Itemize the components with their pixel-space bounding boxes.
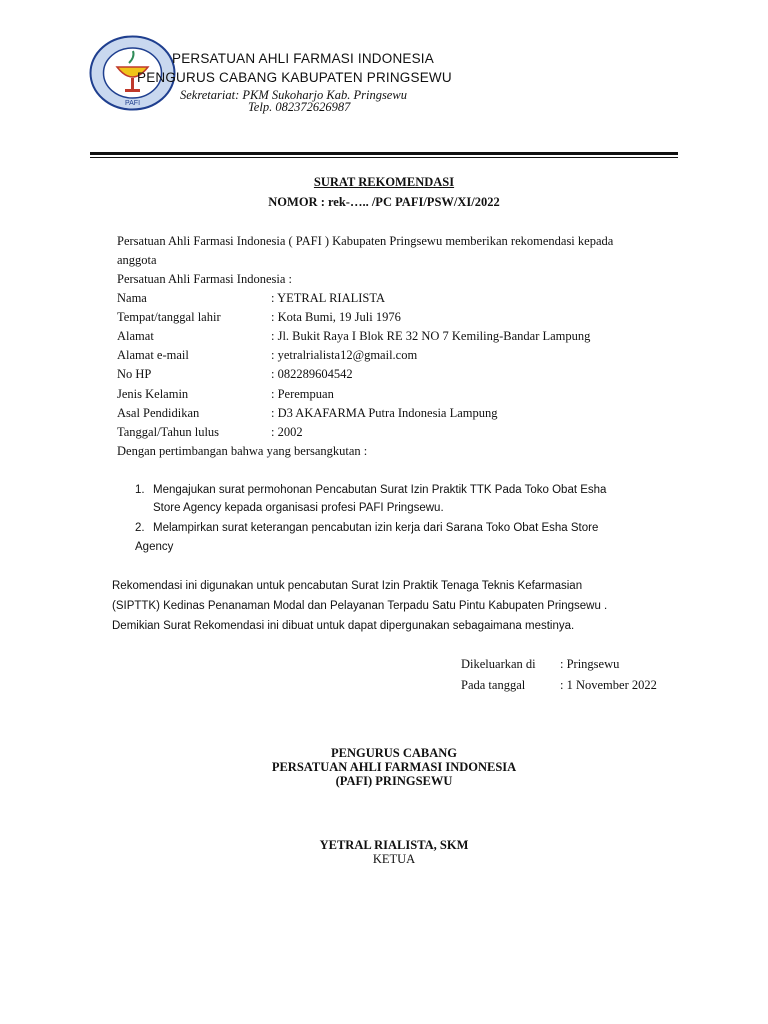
field-value: : YETRAL RIALISTA — [271, 291, 386, 305]
field-label: Jenis Kelamin — [117, 387, 189, 401]
signer-name: YETRAL RIALISTA, SKM — [319, 838, 469, 852]
field-label: Alamat e-mail — [117, 348, 189, 362]
field-label: No HP — [117, 367, 152, 381]
closing-line-3: Demikian Surat Rekomendasi ini dibuat untuk dapat dipergunakan sebagaimana mestinya. — [112, 620, 575, 632]
closing-line-2: (SIPTTK) Kedinas Penanaman Modal dan Pelayanan Terpadu Satu Pintu Kabupaten Pringsewu . — [112, 600, 608, 612]
list-item-line: Store Agency kepada organisasi profesi PAFI Pringsewu. — [153, 502, 444, 514]
org-name: PERSATUAN AHLI FARMASI INDONESIA — [172, 51, 434, 66]
list-number: 2. — [135, 522, 145, 534]
intro-line-1: Persatuan Ahli Farmasi Indonesia ( PAFI ) Kabupaten Pringsewu memberikan rekomendasi kepada — [117, 234, 614, 248]
field-value: : Jl. Bukit Raya I Blok RE 32 NO 7 Kemiling-Bandar Lampung — [271, 329, 591, 343]
letter-title: SURAT REKOMENDASI — [313, 175, 455, 189]
issued-label: Dikeluarkan di — [461, 657, 536, 671]
intro-line-2: anggota — [117, 253, 157, 267]
date-value: : 1 November 2022 — [560, 678, 657, 692]
sign-org-line-2: PERSATUAN AHLI FARMASI INDONESIA — [271, 760, 517, 774]
field-value: : Perempuan — [271, 387, 334, 401]
branch-name: PENGURUS CABANG KABUPATEN PRINGSEWU — [137, 70, 452, 85]
letter-number: NOMOR : rek-….. /PC PAFI/PSW/XI/2022 — [268, 195, 500, 209]
secretariat: Sekretariat: PKM Sukoharjo Kab. Pringsewu — [180, 88, 407, 102]
logo-abbr: PAFI — [124, 100, 141, 107]
date-label: Pada tanggal — [461, 678, 526, 692]
closing-line-1: Rekomendasi ini digunakan untuk pencabutan Surat Izin Praktik Tenaga Teknis Kefarmasian — [112, 580, 583, 592]
header-rule-thick — [90, 152, 678, 155]
field-value: : Kota Bumi, 19 Juli 1976 — [271, 310, 401, 324]
signer-title: KETUA — [372, 852, 416, 866]
header-rule-thin — [90, 157, 678, 158]
sign-org-line-3: (PAFI) PRINGSEWU — [335, 774, 453, 788]
field-label: Asal Pendidikan — [117, 406, 200, 420]
field-label: Nama — [117, 291, 147, 305]
intro-line-3: Persatuan Ahli Farmasi Indonesia : — [117, 272, 292, 286]
issued-value: : Pringsewu — [560, 657, 620, 671]
field-value: : yetralrialista12@gmail.com — [271, 348, 418, 362]
list-item-line: Agency — [135, 541, 174, 553]
field-label: Tempat/tanggal lahir — [117, 310, 221, 324]
field-value: : D3 AKAFARMA Putra Indonesia Lampung — [271, 406, 498, 420]
phone: Telp. 082372626987 — [248, 100, 351, 114]
list-item-line: Mengajukan surat permohonan Pencabutan Surat Izin Praktik TTK Pada Toko Obat Esha — [153, 484, 607, 496]
field-label: Tanggal/Tahun lulus — [117, 425, 220, 439]
field-value: : 2002 — [271, 425, 303, 439]
list-number: 1. — [135, 484, 145, 496]
consideration: Dengan pertimbangan bahwa yang bersangkutan : — [117, 444, 368, 458]
sign-org-line-1: PENGURUS CABANG — [330, 746, 458, 760]
field-label: Alamat — [117, 329, 154, 343]
list-item-line: Melampirkan surat keterangan pencabutan izin kerja dari Sarana Toko Obat Esha Store — [153, 522, 599, 534]
field-value: : 082289604542 — [271, 367, 353, 381]
